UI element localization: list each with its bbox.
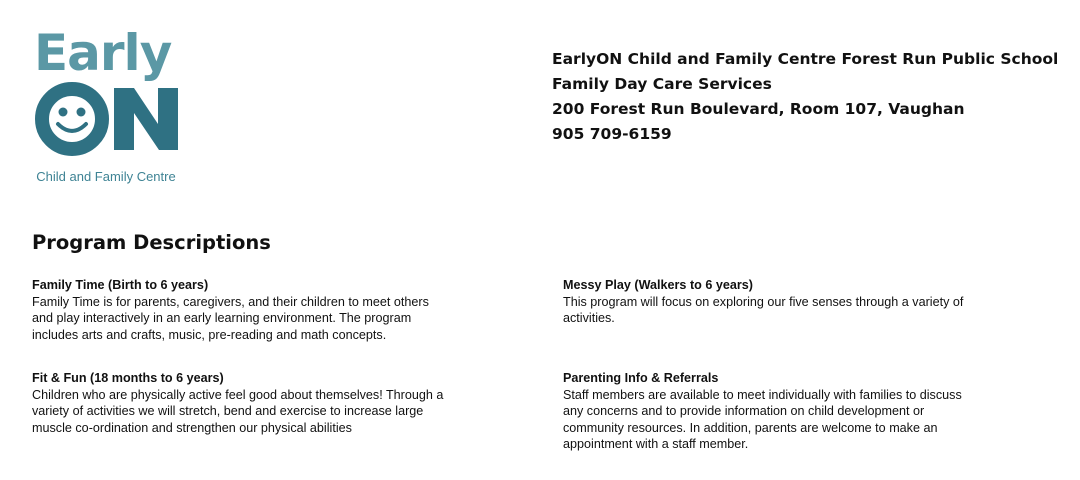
earlyon-logo — [30, 14, 190, 189]
program-title: Fit & Fun (18 months to 6 years) — [32, 371, 224, 385]
program-description-line: Staff members are available to meet individually with families to discuss — [563, 387, 962, 402]
program-description-line: This program will focus on exploring our five senses through a variety of — [563, 294, 964, 309]
program-description-line: Children who are physically active feel good about themselves! Through a — [32, 387, 444, 402]
program-description-line: activities. — [563, 311, 615, 325]
earlyon-logo-graphic — [30, 14, 190, 164]
program-parenting-info — [563, 370, 1053, 453]
phone-number: 905 709-6159 — [552, 125, 672, 143]
program-description-line: includes arts and crafts, music, pre-reading and math concepts. — [32, 327, 387, 342]
program-title: Parenting Info & Referrals — [563, 371, 719, 385]
program-title: Messy Play (Walkers to 6 years) — [563, 278, 753, 292]
program-description-line: and play interactively in an early learning environment. The program — [32, 311, 412, 325]
program-description-line: variety of activities we will stretch, bend and exercise to increase large — [32, 404, 424, 418]
program-title: Family Time (Birth to 6 years) — [32, 278, 209, 292]
program-description-line: appointment with a staff member. — [563, 437, 749, 451]
program-description-line: muscle co-ordination and strengthen our physical abilities — [32, 420, 352, 435]
program-family-time — [32, 277, 522, 343]
logo-caption: Child and Family Centre — [36, 169, 176, 184]
program-description-line: community resources. In addition, parents are welcome to make an — [563, 420, 938, 435]
svg-text:Early: Early — [34, 24, 172, 82]
program-description-line: Family Time is for parents, caregivers, and their children to meet others — [32, 294, 429, 309]
centre-name: EarlyON Child and Family Centre Forest Run Public School — [552, 50, 1059, 68]
organization-name: Family Day Care Services — [552, 75, 772, 93]
section-title: Program Descriptions — [32, 231, 271, 254]
centre-address-block — [552, 47, 1072, 147]
smiley-o-icon — [42, 89, 102, 149]
program-fit-and-fun — [32, 370, 522, 436]
program-description-line: any concerns and to provide information on child development or — [563, 404, 925, 418]
street-address: 200 Forest Run Boulevard, Room 107, Vaughan — [552, 100, 965, 118]
program-messy-play — [563, 277, 1053, 327]
